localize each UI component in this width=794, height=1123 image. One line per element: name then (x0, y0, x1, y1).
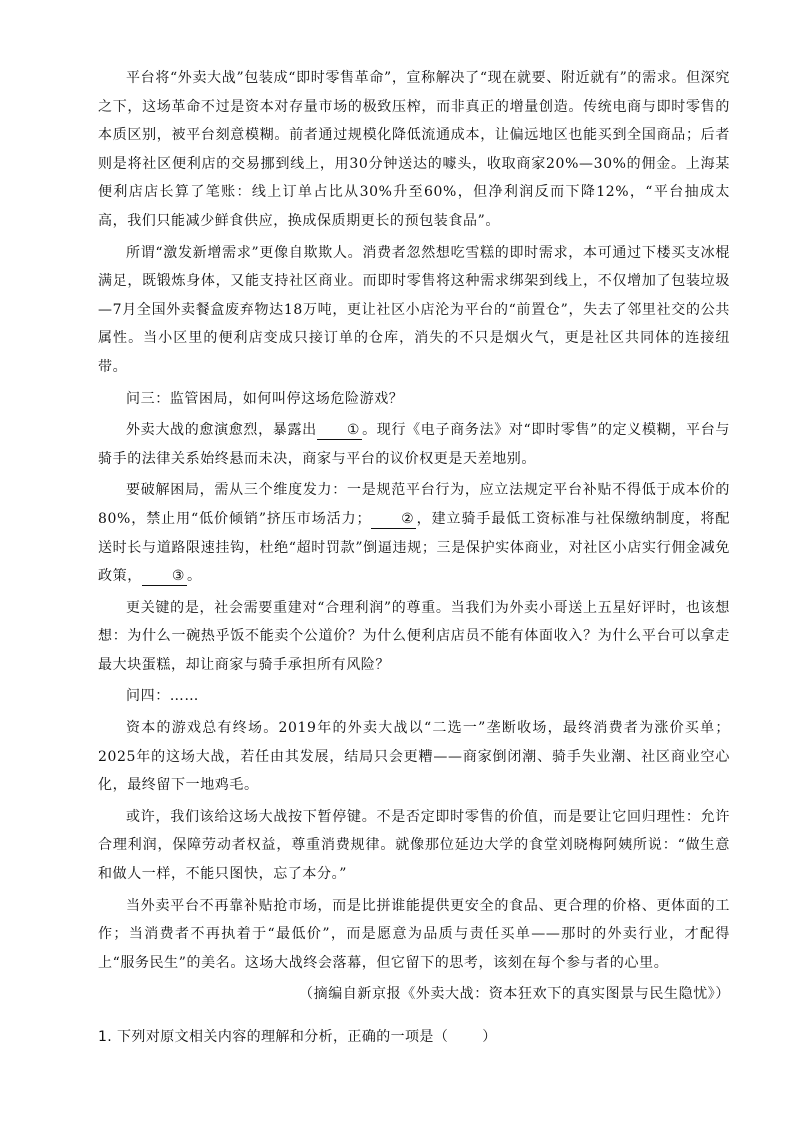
question-1 (98, 1026, 730, 1046)
fill-blank-2: ② (371, 510, 416, 529)
fill-blank-3: ③ (142, 567, 187, 586)
paragraph: 平台将“外卖大战”包装成“即时零售革命”，宣称解决了“现在就要、附近就有”的需求。但深究之下，这场革命不过是资本对存量市场的极致压榨，而非真正的增量创造。传统电商与即时零售的本质区别，被平台刻意模糊。前者通过规模化降低流通成本，让偏远地区也能买到全国商品；后者则是将社区便利店的交易挪到线上，用30分钟送达的噱头，收取商家20%—30%的佣金。上海某便利店店长算了笔账：线上订单占比从30%升至60%，但净利润反而下降12%，“平台抽成太高，我们只能减少鲜食供应，换成保质期更长的预包装食品”。 (98, 70, 730, 229)
question-number: 1. (98, 1029, 113, 1045)
paragraph: 所谓“激发新增需求”更像自欺欺人。消费者忽然想吃雪糕的即时需求，本可通过下楼买支冰棍满足，既锻炼身体，又能支持社区商业。而即时零售将这种需求绑架到线上，不仅增加了包装垃圾—7月全国外卖餐盒废弃物达18万吨，更让社区小店沦为平台的“前置仓”，失去了邻里社交的公共属性。当小区里的便利店变成只接订单的仓库，消失的不只是烟火气，更是社区共同体的连接纽带。 (98, 244, 730, 375)
paragraph: 更关键的是，社会需要重建对“合理利润”的尊重。当我们为外卖小哥送上五星好评时，也该想想：为什么一碗热乎饭不能卖个公道价？为什么便利店店员不能有体面收入？为什么平台可以拿走最大块蛋糕，却让商家与骑手承担所有风险？ (98, 599, 730, 673)
fill-blank-1: ① (317, 421, 362, 440)
paragraph: 当外卖平台不再靠补贴抢市场，而是比拼谁能提供更安全的食品、更合理的价格、更体面的工作；当消费者不再执着于“最低价”，而是愿意为品质与责任买单——那时的外卖行业，才配得上“服务民生”的美名。这场大战终会落幕，但它留下的思考，该刻在每个参与者的心里。 (98, 897, 730, 971)
paragraph: 外卖大战的愈演愈烈，暴露出 ① 。现行《电子商务法》对“即时零售”的定义模糊，平台与骑手的法律关系始终悬而未决，商家与平台的议价权更是天差地别。 (98, 422, 730, 467)
question-close-paren: ） (482, 1029, 497, 1045)
paragraph: 要破解困局，需从三个维度发力：一是规范平台行为，应立法规定平台补贴不得低于成本价的80%，禁止用“低价倾销”挤压市场活力； ② ，建立骑手最低工资标准与社保缴纳制度，将配送时长与道路限速挂钩，杜绝“超时罚款”倒逼违规；三是保护实体商业，对社区小店实行佣金减免政策， ③ 。 (98, 482, 730, 585)
paragraph: 资本的游戏总有终场。2019年的外卖大战以“二选一”垄断收场，最终消费者为涨价买单；2025年的这场大战，若任由其发展，结局只会更糟——商家倒闭潮、骑手失业潮、社区商业空心化，最终留下一地鸡毛。 (98, 720, 730, 794)
section-heading: 问三：监管困局，如何叫停这场危险游戏？ (126, 390, 404, 407)
article-body (98, 64, 730, 1012)
source-citation: （摘编自新京报《外卖大战：资本狂欢下的真实图景与民生隐忧》） (299, 986, 730, 1003)
section-heading: 问四：…… (126, 688, 199, 705)
question-text: 下列对原文相关内容的理解和分析，正确的一项是（ (117, 1029, 449, 1045)
paragraph: 或许，我们该给这场大战按下暂停键。不是否定即时零售的价值，而是要让它回归理性：允许合理利润，保障劳动者权益，尊重消费规律。就像那位延边大学的食堂刘晓梅阿姨所说：“做生意和做人一样，不能只图快，忘了本分。” (98, 808, 730, 883)
